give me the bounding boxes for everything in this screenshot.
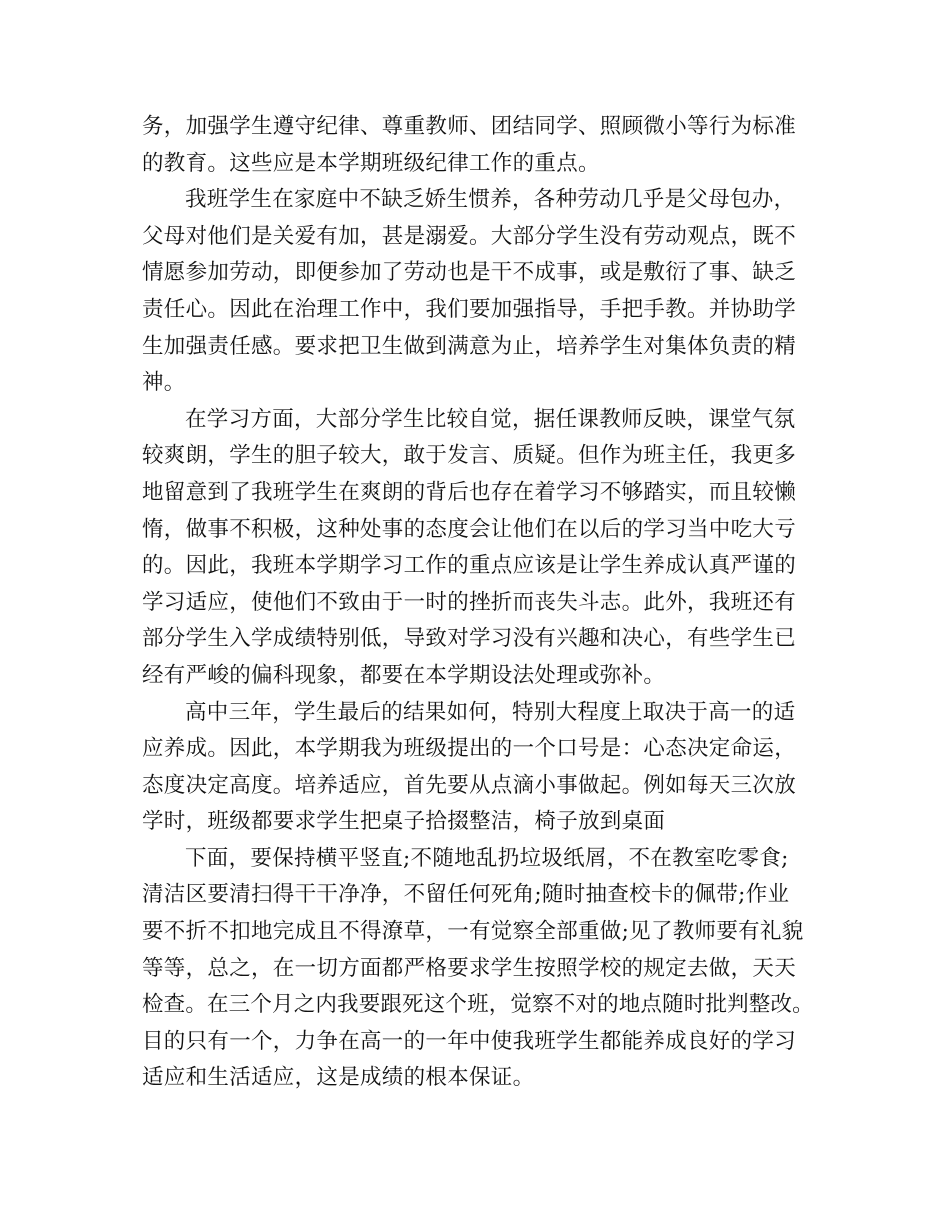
- text-line: 部分学生入学成绩特别低，导致对学习没有兴趣和决心，有些学生已: [142, 626, 797, 652]
- text-line: 检查。在三个月之内我要跟死这个班，觉察不对的地点随时批判整改。: [142, 992, 814, 1018]
- text-line: 应养成。因此，本学期我为班级提出的一个口号是：心态决定命运，: [142, 736, 797, 762]
- text-line: 的教育。这些应是本学期班级纪律工作的重点。: [142, 150, 600, 176]
- text-line: 学习适应，使他们不致由于一时的挫折而丧失斗志。此外，我班还有: [142, 589, 797, 615]
- text-line: 适应和生活适应，这是成绩的根本保证。: [142, 1065, 535, 1091]
- paragraph-first-line: 高中三年，学生最后的结果如何，特别大程度上取决于高一的适: [185, 699, 796, 725]
- text-line: 生加强责任感。要求把卫生做到满意为止，培养学生对集体负责的精: [142, 333, 797, 359]
- text-line: 清洁区要清扫得干干净净，不留任何死角;随时抽查校卡的佩带;作业: [142, 882, 790, 908]
- text-line: 学时，班级都要求学生把桌子拾掇整洁，椅子放到桌面: [142, 809, 666, 835]
- text-line: 父母对他们是关爱有加，甚是溺爱。大部分学生没有劳动观点，既不: [142, 223, 797, 249]
- paragraph-first-line: 下面，要保持横平竖直;不随地乱扔垃圾纸屑，不在教室吃零食;: [185, 845, 789, 871]
- text-line: 情愿参加劳动，即便参加了劳动也是干不成事，或是敷衍了事、缺乏: [142, 260, 797, 286]
- document-body-text: [142, 109, 814, 1097]
- paragraph-first-line: 在学习方面，大部分学生比较自觉，据任课教师反映，课堂气氛: [185, 406, 796, 432]
- text-line: 等等，总之，在一切方面都严格要求学生按照学校的规定去做，天天: [142, 955, 797, 981]
- text-line: 目的只有一个，力争在高一的一年中使我班学生都能养成良好的学习: [142, 1028, 797, 1054]
- text-line: 惰，做事不积极，这种处事的态度会让他们在以后的学习当中吃大亏: [142, 516, 797, 542]
- text-line: 态度决定高度。培养适应，首先要从点滴小事做起。例如每天三次放: [142, 772, 797, 798]
- text-line: 地留意到了我班学生在爽朗的背后也存在着学习不够踏实，而且较懒: [142, 479, 797, 505]
- text-line: 务，加强学生遵守纪律、尊重教师、团结同学、照顾微小等行为标准: [142, 114, 797, 139]
- text-line: 经有严峻的偏科现象，都要在本学期设法处理或弥补。: [142, 662, 666, 688]
- text-line: 较爽朗，学生的胆子较大，敢于发言、质疑。但作为班主任，我更多: [142, 443, 797, 469]
- text-line: 神。: [142, 370, 186, 396]
- text-line: 的。因此，我班本学期学习工作的重点应该是让学生养成认真严谨的: [142, 553, 797, 579]
- text-line: 责任心。因此在治理工作中，我们要加强指导，手把手教。并协助学: [142, 296, 797, 322]
- text-line: 要不折不扣地完成且不得潦草，一有觉察全部重做;见了教师要有礼貌: [142, 919, 804, 945]
- paragraph-first-line: 我班学生在家庭中不缺乏娇生惯养，各种劳动几乎是父母包办，: [185, 187, 796, 213]
